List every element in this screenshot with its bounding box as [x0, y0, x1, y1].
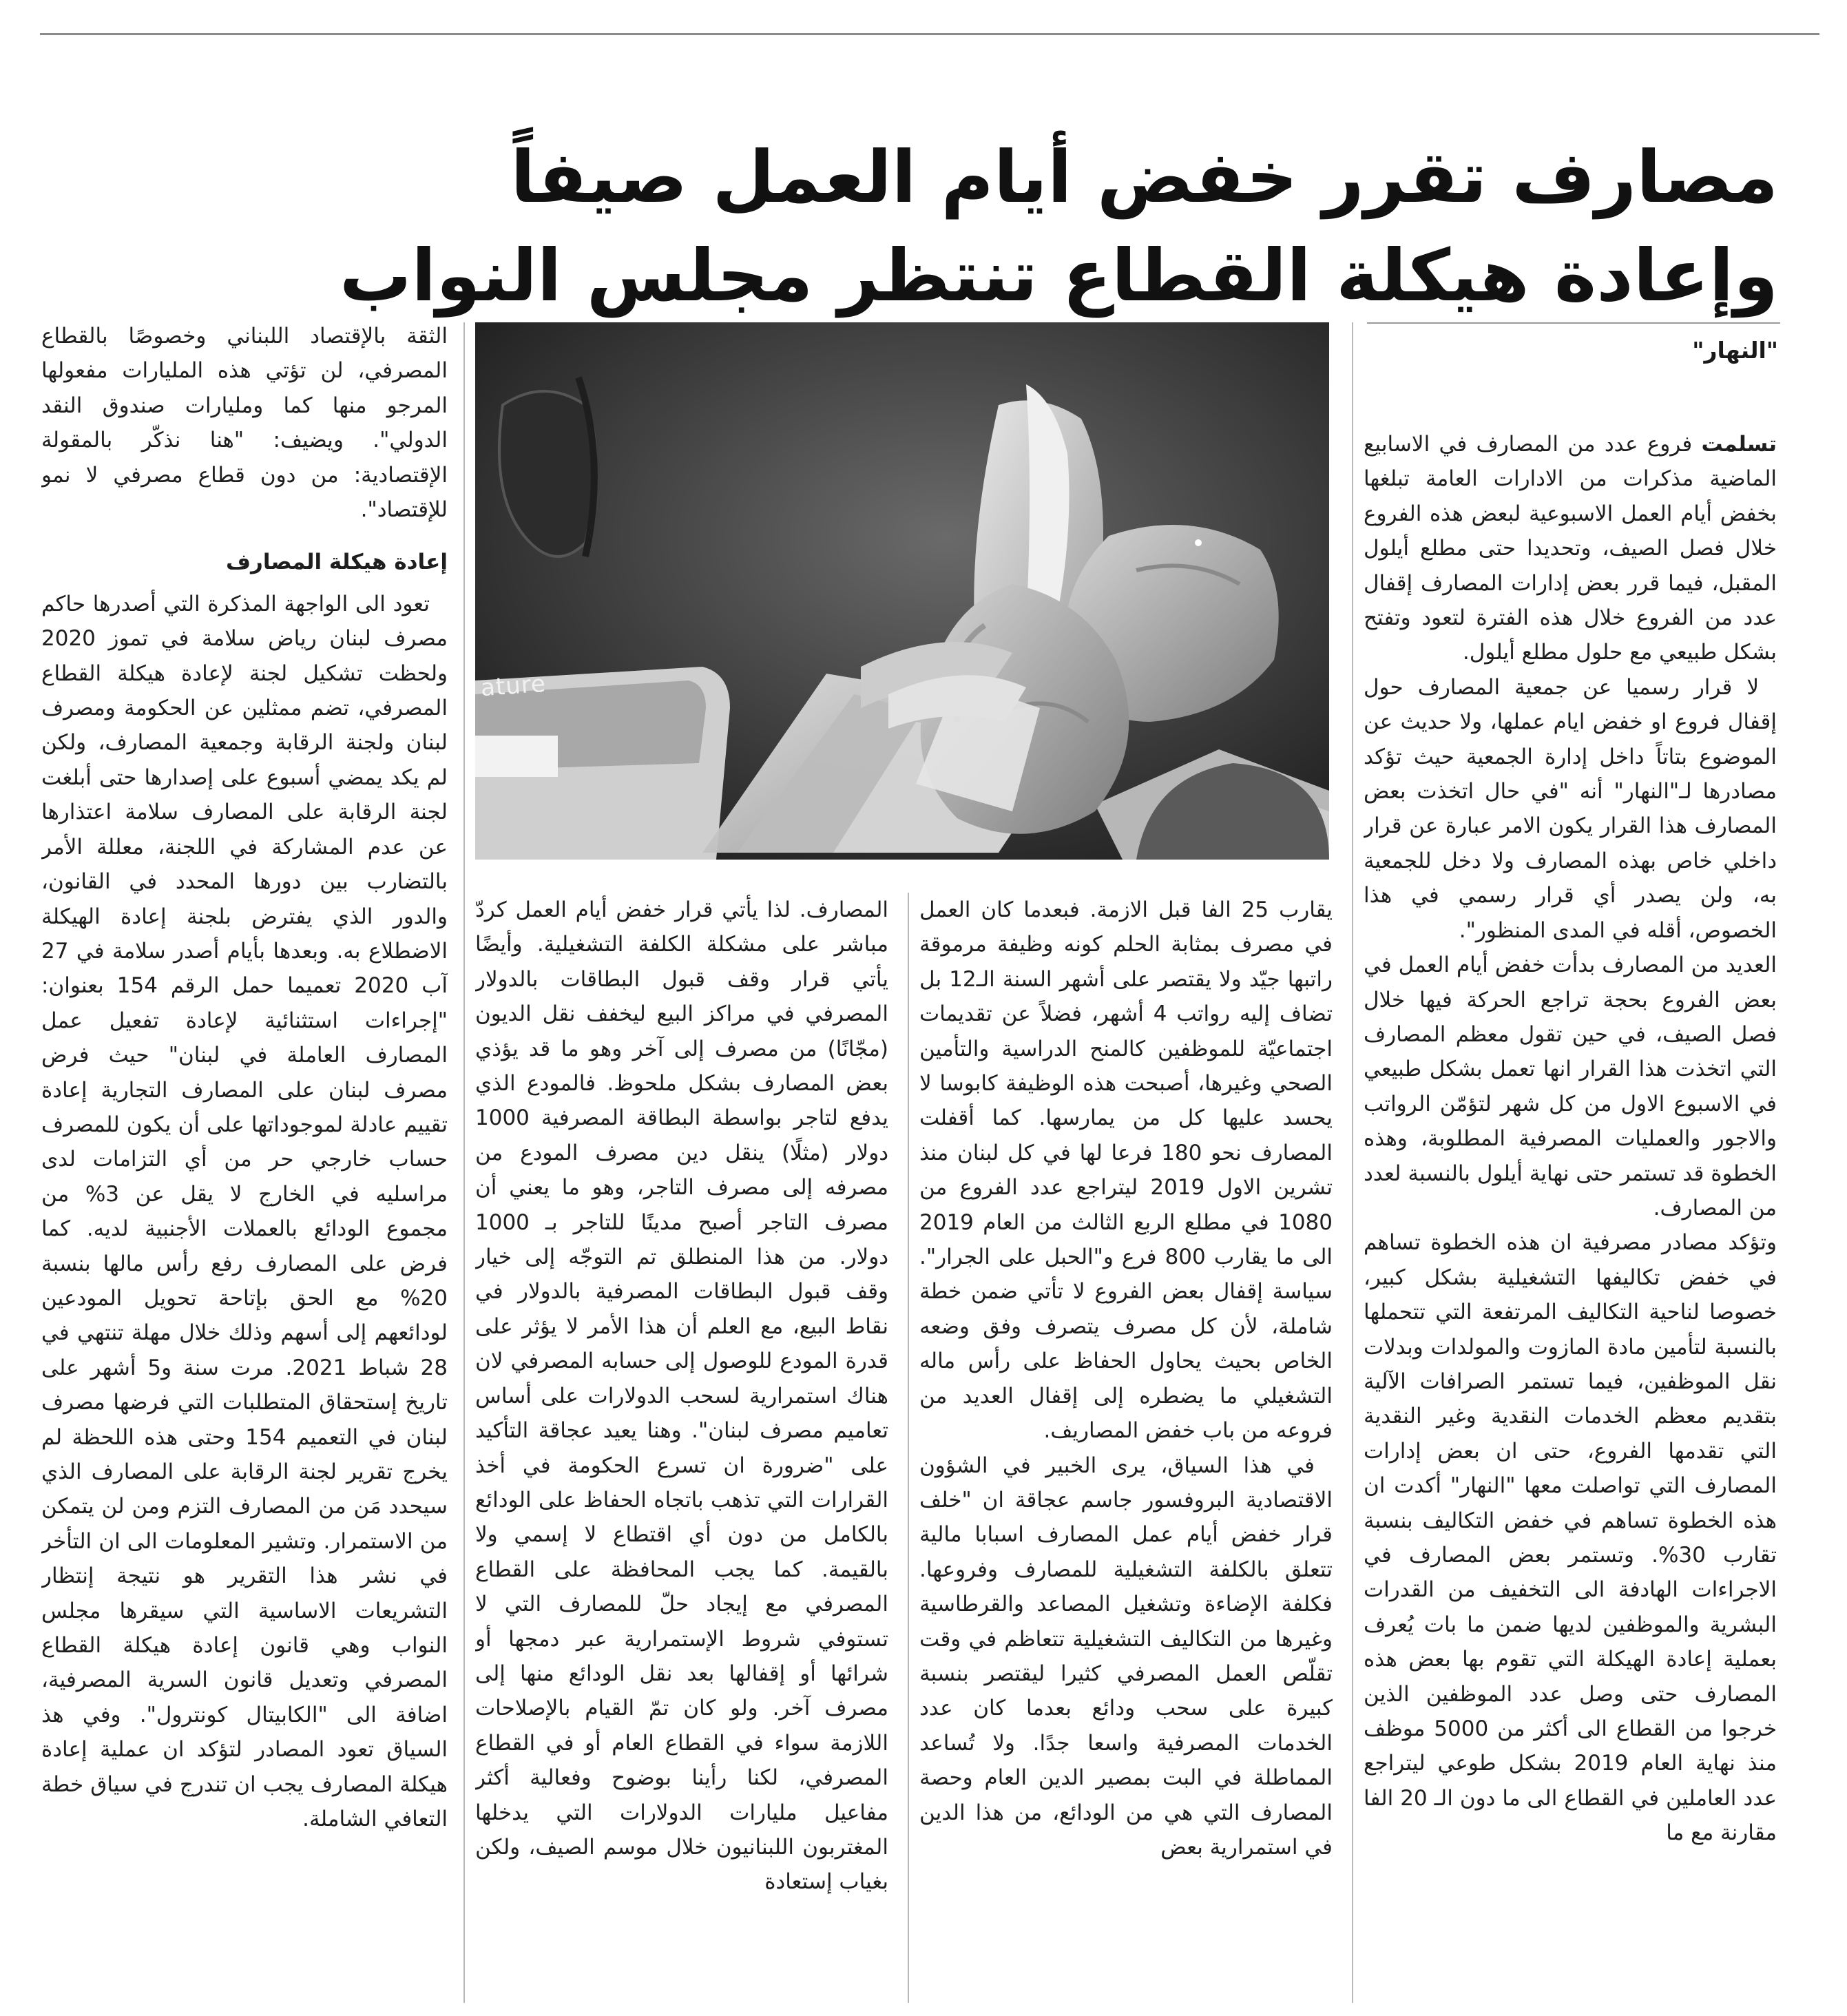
section-subheading: إعادة هيكلة المصارف	[226, 550, 448, 575]
column-divider	[908, 893, 909, 2003]
paragraph: المصارف. لذا يأتي قرار خفض أيام العمل كردّ مباشر على مشكلة الكلفة التشغيلية. وأيضًا يأتي قرار وقف قبول البطاقات بالدولار المصرفي في مراكز البيع ليخفف نقل الديون (مجّانًا) من مصرف إلى آخر وهو ما قد يؤذي بعض المصارف بشكل ملحوظ. فالمودع الذي يدفع لتاجر بواسطة البطاقة المصرفية 1000 دولار (مثلًا) ينقل دين مصرف المودع من مصرفه إلى مصرف التاجر، وهو ما يعني أن مصرف التاجر أصبح مدينًا للتاجر بـ 1000 دولار. من هذا المنطلق تم التوجّه إلى خيار وقف قبول البطاقات المصرفية بالدولار في نقاط البيع، مع العلم أن هذا الأمر لا يؤثر على قدرة المودع للوصول إلى حسابه المصرفي لان هناك استمرارية لسحب الدولارات على أساس تعاميم مصرف لبنان". وهنا يعيد عجاقة التأكيد على "ضرورة ان تسرع الحكومة في أخذ القرارات التي تذهب باتجاه الحفاظ على الودائع بالكامل من دون أي اقتطاع لا إسمي ولا بالقيمة. كما يجب المحافظة على القطاع المصرفي مع إيجاد حلّ للمصارف التي لا تستوفي شروط الإستمرارية عبر دمجها أو شرائها أو إقفالها بعد نقل الودائع منها إلى مصرف آخر. ولو كان تمّ القيام بالإصلاحات اللازمة سواء في القطاع العام أو في القطاع المصرفي، لكنا رأينا بوضوح وفعالية أكثر مفاعيل مليارات الدولارات التي يدخلها المغتربون اللبنانيون خلال موسم الصيف، ولكن بغياب إستعادة	[475, 897, 888, 1895]
column-divider	[463, 322, 465, 2003]
top-rule	[40, 33, 1819, 35]
headline-line-1: مصارف تقرر خفض أيام العمل صيفاً	[510, 134, 1778, 219]
paragraph	[1364, 427, 1777, 670]
paragraph: وتؤكد مصادر مصرفية ان هذه الخطوة تساهم في خفض تكاليفها التشغيلية بشكل كبير، خصوصا لناحية التكاليف المرتفعة التي تتحملها بالنسبة لتأمين مادة المازوت والمولدات وبدلات نقل الموظفين، فيما تستمر الصرافات الآلية بتقديم معظم الخدمات النقدية وغير النقدية التي تقدمها الفروع، حتى ان بعض إدارات المصارف التي تواصلت معها "النهار" أكدت ان هذه الخطوة تساهم في خفض التكاليف بنسبة تقارب 30%. وتستمر بعض المصارف في الاجراءات الهادفة الى التخفيف من القدرات البشرية والموظفين لديها ضمن ما بات يُعرف بعملية إعادة الهيكلة التي تقوم بها بعض هذه المصارف حتى وصل عدد الموظفين الذين خرجوا من القطاع الى أكثر من 5000 موظف منذ نهاية العام 2019 بشكل طوعي ليتراجع عدد العاملين في القطاع الى ما دون الـ 20 الفا مقارنة مع ما	[1364, 1230, 1777, 1846]
lead-word: تسلمت	[1701, 432, 1777, 457]
device-label-text: ature	[479, 669, 547, 703]
source-rule	[1367, 322, 1780, 324]
article-photo	[475, 322, 1329, 860]
headline-line-2: وإعادة هيكلة القطاع تنتظر مجلس النواب	[340, 233, 1778, 318]
article-column-4	[41, 319, 448, 2010]
paragraph: الثقة بالإقتصاد اللبناني وخصوصًا بالقطاع المصرفي، لن تؤتي هذه المليارات مفعولها المرجو منها كما وملیارات صندوق النقد الدولي". ويضيف: "هنا نذكّر بالمقولة الإقتصادية: من دون قطاع مصرفي لا نمو للإقتصاد".	[41, 324, 448, 523]
source-credit: "النهار"	[1692, 337, 1778, 364]
paragraph: العديد من المصارف بدأت خفض أيام العمل في بعض الفروع بحجة تراجع الحركة فيها خلال فصل الصيف، في حين تقول معظم المصارف التي اتخذت هذا القرار انها تعمل بشكل طبيعي في الاسبوع الاول من كل شهر لتؤمّن الرواتب والاجور والعمليات المصرفية المطلوبة، وهذه الخطوة قد تستمر حتى نهاية أيلول بالنسبة لعدد من المصارف.	[1364, 953, 1777, 1220]
paragraph: في هذا السياق، يرى الخبير في الشؤون الاقتصادية البروفسور جاسم عجاقة ان "خلف قرار خفض أيام عمل المصارف اسبابا مالية تتعلق بالكلفة التشغيلية للمصارف وفروعها. فكلفة الإضاءة وتشغيل المصاعد والقرطاسية وغيرها من التكاليف التشغيلية تتعاظم في وقت تقلّص العمل المصرفي كثيرا ليقتصر بنسبة كبيرة على سحب ودائع بعدما كان عدد الخدمات المصرفية واسعا جدًا. ولا تُساعد المماطلة في البت بمصير الدين العام وحصة المصارف التي هي من الودائع، من هذا الدين في استمرارية بعض	[919, 1453, 1333, 1860]
paragraph: يقارب 25 الفا قبل الازمة. فبعدما كان العمل في مصرف بمثابة الحلم كونه وظيفة مرموقة راتبها جيّد ولا يقتصر على أشهر السنة الـ12 بل تضاف إليه رواتب 4 أشهر، فضلاً عن تقديمات اجتماعيّة للموظفين كالمنح الدراسية والتأمين الصحي وغيرها، أصبحت هذه الوظيفة كابوسا لا يحسد عليها كل من يمارسها. كما أقفلت المصارف نحو 180 فرعا لها في كل لبنان منذ تشرين الاول 2019 ليتراجع عدد الفروع من 1080 في مطلع الربع الثالث من العام 2019 الى ما يقارب 800 فرع و"الحبل على الجرار". سياسة إقفال بعض الفروع لا تأتي ضمن خطة شاملة، لأن كل مصرف يتصرف وفق وضعه الخاص بحيث يحاول الحفاظ على رأس ماله التشغيلي ما يضطره إلى إقفال العديد من فروعه من باب خفض المصاريف.	[919, 897, 1333, 1444]
article-column-3	[475, 893, 888, 2008]
article-column-1	[1364, 427, 1777, 2011]
paragraph: تعود الى الواجهة المذكرة التي أصدرها حاكم مصرف لبنان رياض سلامة في تموز 2020 ولحظت تشكيل لجنة لإعادة هيكلة القطاع المصرفي، تضم ممثلين عن الحكومة ومصرف لبنان ولجنة الرقابة وجمعية المصارف، ولكن لم يكد يمضي أسبوع على إصدارها حتى أبلغت لجنة الرقابة على المصارف سلامة اعتذارها عن عدم المشاركة في اللجنة، معللة الأمر بالتضارب بين دورها المحدد في القانون، والدور الذي يفترض بلجنة إعادة الهيكلة الاضطلاع به. وبعدها بأيام أصدر سلامة في 27 آب 2020 تعميما حمل الرقم 154 بعنوان: "إجراءات استثنائية لإعادة تفعيل عمل المصارف العاملة في لبنان" حيث فرض مصرف لبنان على المصارف التجارية إعادة تقييم عادلة لموجوداتها على أن يكون للمصرف حساب خارجي حر من أي التزامات لدى مراسليه في الخارج لا يقل عن 3% من مجموع الودائع بالعملات الأجنبية لديه. كما فرض على المصارف رفع رأس مالها بنسبة 20% مع الحق بإتاحة تحويل المودعين لودائعهم إلى أسهم وذلك خلال مهلة تنتهي في 28 شباط 2021. مرت سنة و5 أشهر على تاريخ إستحقاق المتطلبات التي فرضها مصرف لبنان في التعميم 154 وحتى هذه اللحظة لم يخرج تقرير لجنة الرقابة على المصارف الذي سيحدد مَن من المصارف التزم ومن لن يتمكن من الاستمرار. وتشير المعلومات الى ان التأخر في نشر هذا التقرير هو نتيجة إنتظار التشريعات الاساسية التي سيقرها مجلس النواب وهي قانون إعادة هيكلة القطاع المصرفي وتعديل قانون السرية المصرفية، اضافة الى "الكابيتال كونترول". وفي هذ السياق تعود المصادر لتؤكد ان عملية إعادة هيكلة المصارف يجب ان تندرج في سياق خطة التعافي الشاملة.	[41, 591, 448, 1832]
article-column-2	[919, 893, 1333, 2008]
paragraph-text: فروع عدد من المصارف في الاسابيع الماضية مذكرات من الادارات العامة تبلغها بخفض أيام العمل الاسبوعية لبعض هذه الفروع خلال فصل الصيف، وتحديدا حتى مطلع أيلول المقبل، فيما قرر بعض إدارات المصارف إقفال عدد من الفروع خلال هذه الفترة لتعود وتفتح بشكل طبيعي مع حلول مطلع أيلول.	[1364, 432, 1777, 665]
paragraph: لا قرار رسميا عن جمعية المصارف حول إقفال فروع او خفض ايام عملها، ولا حديث عن الموضوع بتاتاً داخل إدارة الجمعية حيث تؤكد مصادرها لـ"النهار" أنه "في حال اتخذت بعض المصارف هذا القرار يكون الامر عبارة عن قرار داخلي خاص بهذه المصارف ولا دخل للجمعية به، ولن يصدر أي قرار رسمي في هذا الخصوص، أقله في المدى المنظور".	[1364, 674, 1777, 943]
column-divider	[1352, 322, 1353, 2003]
banknotes-photo	[475, 322, 1329, 860]
